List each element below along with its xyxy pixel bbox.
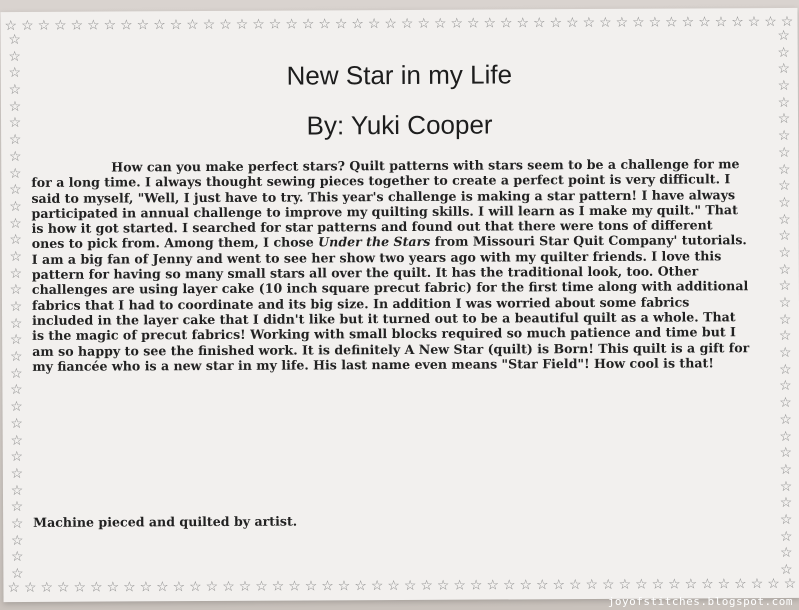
star-icon: ☆ xyxy=(120,17,133,34)
star-icon: ☆ xyxy=(777,111,791,128)
star-icon: ☆ xyxy=(9,182,22,199)
star-icon: ☆ xyxy=(635,576,648,593)
star-icon: ☆ xyxy=(779,361,792,378)
star-icon: ☆ xyxy=(334,16,348,33)
star-icon: ☆ xyxy=(698,14,711,31)
star-icon: ☆ xyxy=(10,549,24,566)
watermark: joyofstitches.blogspot.com xyxy=(607,595,793,608)
star-icon: ☆ xyxy=(40,579,54,596)
star-icon: ☆ xyxy=(56,579,70,596)
star-icon: ☆ xyxy=(235,16,249,33)
star-icon: ☆ xyxy=(779,395,792,412)
star-icon: ☆ xyxy=(367,16,381,33)
star-icon: ☆ xyxy=(10,515,24,532)
star-icon: ☆ xyxy=(777,161,791,178)
star-icon: ☆ xyxy=(778,278,792,295)
star-icon: ☆ xyxy=(668,576,681,593)
artist-statement xyxy=(31,156,749,374)
star-icon: ☆ xyxy=(778,261,792,278)
star-icon: ☆ xyxy=(400,15,414,32)
star-icon: ☆ xyxy=(717,576,731,593)
star-icon: ☆ xyxy=(453,577,466,594)
star-icon: ☆ xyxy=(777,78,791,95)
pattern-name: Under the Stars xyxy=(318,234,431,250)
star-icon: ☆ xyxy=(10,415,23,432)
star-icon: ☆ xyxy=(8,165,22,182)
star-icon: ☆ xyxy=(8,148,22,165)
star-icon: ☆ xyxy=(714,14,728,31)
star-icon: ☆ xyxy=(189,579,202,596)
star-icon: ☆ xyxy=(354,578,367,595)
star-icon: ☆ xyxy=(10,382,23,399)
star-icon: ☆ xyxy=(9,332,23,349)
star-icon: ☆ xyxy=(268,16,282,33)
star-icon: ☆ xyxy=(777,61,791,78)
star-icon: ☆ xyxy=(780,561,793,579)
statement-text-part2: from Missouri Star Quit Company' tutorials. I am a big fan of Jenny and went to see her show two years ago with my quilter friends. I love this pattern for having so many small stars all over the quilt. It has the traditional look, too. Other challenges are using layer cake (10 inch square precut fabric) for the first time along with additional fabrics that I had to coordinate and its big size. In addition I was worried about some fabrics included in the layer cake that I didn't like but it turned out to be a beautiful quilt as a whole. That is the magic of precut fabrics! Working with small blocks required so much patience and time but I am so happy to see the finished work. It is definitely A New Star (quilt) is Born! This quilt is a gift for my fiancée who is a new star in my life. His last name even means "Star Field"! How cool is that! xyxy=(31,232,750,374)
star-icon: ☆ xyxy=(321,578,334,595)
star-icon: ☆ xyxy=(169,17,183,34)
star-border-bottom xyxy=(7,576,796,596)
star-icon: ☆ xyxy=(779,445,793,462)
star-icon: ☆ xyxy=(778,294,792,312)
star-icon: ☆ xyxy=(417,15,431,32)
star-icon: ☆ xyxy=(780,13,794,31)
star-icon: ☆ xyxy=(87,17,100,34)
star-icon: ☆ xyxy=(764,14,777,31)
star-icon: ☆ xyxy=(778,178,791,195)
star-icon: ☆ xyxy=(10,399,23,416)
star-icon: ☆ xyxy=(568,577,582,594)
star-icon: ☆ xyxy=(9,248,23,265)
star-icon: ☆ xyxy=(9,265,23,282)
star-icon: ☆ xyxy=(433,15,447,32)
star-icon: ☆ xyxy=(601,576,615,593)
star-icon: ☆ xyxy=(238,578,252,595)
star-icon: ☆ xyxy=(701,576,714,593)
star-icon: ☆ xyxy=(779,495,793,512)
star-icon: ☆ xyxy=(252,16,265,33)
star-icon: ☆ xyxy=(516,15,530,32)
star-icon: ☆ xyxy=(8,132,22,149)
star-icon: ☆ xyxy=(420,577,433,594)
star-icon: ☆ xyxy=(73,579,87,596)
star-icon: ☆ xyxy=(777,144,791,161)
star-icon: ☆ xyxy=(156,579,169,596)
star-icon: ☆ xyxy=(9,232,22,249)
star-icon: ☆ xyxy=(4,18,18,35)
star-icon: ☆ xyxy=(450,15,464,32)
star-icon: ☆ xyxy=(777,27,790,45)
star-icon: ☆ xyxy=(70,17,84,34)
star-icon: ☆ xyxy=(777,128,791,145)
star-icon: ☆ xyxy=(387,578,400,595)
star-icon: ☆ xyxy=(779,411,792,428)
star-icon: ☆ xyxy=(10,432,24,449)
star-icon: ☆ xyxy=(779,461,793,478)
star-icon: ☆ xyxy=(779,478,793,495)
star-icon: ☆ xyxy=(9,198,22,215)
star-icon: ☆ xyxy=(681,14,695,31)
label-card xyxy=(0,8,799,602)
star-icon: ☆ xyxy=(23,579,37,596)
star-icon: ☆ xyxy=(288,578,301,595)
star-icon: ☆ xyxy=(337,578,351,595)
star-icon: ☆ xyxy=(136,17,150,34)
star-icon: ☆ xyxy=(747,14,761,31)
star-icon: ☆ xyxy=(10,465,24,482)
star-icon: ☆ xyxy=(304,578,318,595)
star-icon: ☆ xyxy=(779,428,793,445)
star-icon: ☆ xyxy=(436,577,450,594)
page-title: New Star in my Life xyxy=(286,59,513,91)
star-icon: ☆ xyxy=(486,577,500,594)
star-icon: ☆ xyxy=(779,545,793,562)
star-icon: ☆ xyxy=(106,579,120,596)
star-icon: ☆ xyxy=(9,215,22,232)
star-icon: ☆ xyxy=(301,16,315,33)
author-line: By: Yuki Cooper xyxy=(306,109,493,141)
star-icon: ☆ xyxy=(483,15,497,32)
star-icon: ☆ xyxy=(370,578,384,595)
star-icon: ☆ xyxy=(779,378,792,395)
star-icon: ☆ xyxy=(535,577,549,594)
star-icon: ☆ xyxy=(778,228,791,245)
star-icon: ☆ xyxy=(10,499,24,516)
star-icon: ☆ xyxy=(403,577,417,594)
star-icon: ☆ xyxy=(139,579,153,596)
star-icon: ☆ xyxy=(9,298,23,316)
star-icon: ☆ xyxy=(11,565,24,583)
star-icon: ☆ xyxy=(285,16,298,33)
star-icon: ☆ xyxy=(778,328,792,345)
star-icon: ☆ xyxy=(9,315,23,332)
statement-text-part1: How can you make perfect stars? Quilt patterns with stars seem to be a challenge for me for a long time. I always thought sewing pieces together to create a perfect point is very difficult. I said to myself, "Well, I just have to try. This year's challenge is making a star pattern! I have always participated in annual challenge to improve my quilting skills. I will learn as I make my quilt." That is how it got started. I searched for star patterns and found out that there were tons of different ones to pick from. Among them, I chose xyxy=(31,156,740,252)
star-icon: ☆ xyxy=(271,578,285,595)
star-icon: ☆ xyxy=(21,17,34,34)
star-icon: ☆ xyxy=(519,577,533,594)
star-icon: ☆ xyxy=(779,511,793,528)
star-icon: ☆ xyxy=(731,14,744,31)
star-icon: ☆ xyxy=(8,31,21,49)
star-icon: ☆ xyxy=(734,576,747,593)
star-icon: ☆ xyxy=(9,282,23,299)
star-icon: ☆ xyxy=(205,578,219,596)
star-icon: ☆ xyxy=(778,311,792,328)
star-icon: ☆ xyxy=(54,17,67,34)
star-icon: ☆ xyxy=(566,15,579,32)
star-icon: ☆ xyxy=(103,17,117,34)
star-icon: ☆ xyxy=(651,576,665,593)
star-icon: ☆ xyxy=(8,82,22,99)
star-icon: ☆ xyxy=(466,15,480,32)
star-icon: ☆ xyxy=(767,576,780,593)
star-icon: ☆ xyxy=(684,576,698,593)
star-icon: ☆ xyxy=(202,16,216,34)
star-icon: ☆ xyxy=(37,17,51,34)
star-icon: ☆ xyxy=(615,14,629,31)
star-icon: ☆ xyxy=(172,579,186,596)
star-icon: ☆ xyxy=(777,44,791,61)
star-icon: ☆ xyxy=(10,482,24,499)
star-icon: ☆ xyxy=(532,15,546,32)
star-icon: ☆ xyxy=(552,577,566,594)
star-icon: ☆ xyxy=(153,17,166,34)
star-icon: ☆ xyxy=(8,65,22,82)
star-icon: ☆ xyxy=(8,98,22,115)
star-icon: ☆ xyxy=(599,14,612,31)
star-icon: ☆ xyxy=(502,577,516,594)
star-icon: ☆ xyxy=(469,577,483,594)
star-icon: ☆ xyxy=(318,16,331,33)
star-icon: ☆ xyxy=(778,345,792,362)
star-icon: ☆ xyxy=(10,365,23,382)
star-icon: ☆ xyxy=(499,15,513,32)
star-icon: ☆ xyxy=(779,528,793,545)
star-icon: ☆ xyxy=(7,579,21,597)
star-icon: ☆ xyxy=(384,16,397,33)
star-icon: ☆ xyxy=(123,579,136,596)
star-icon: ☆ xyxy=(222,578,235,595)
star-icon: ☆ xyxy=(90,579,103,596)
star-icon: ☆ xyxy=(9,349,23,366)
star-icon: ☆ xyxy=(8,115,22,132)
credit-line: Machine pieced and quilted by artist. xyxy=(33,513,298,530)
star-icon: ☆ xyxy=(549,15,563,32)
star-icon: ☆ xyxy=(10,532,24,549)
star-icon: ☆ xyxy=(783,575,797,592)
star-icon: ☆ xyxy=(648,14,662,31)
star-icon: ☆ xyxy=(778,244,792,261)
star-icon: ☆ xyxy=(8,48,22,65)
star-icon: ☆ xyxy=(632,14,645,31)
star-icon: ☆ xyxy=(618,576,632,593)
star-icon: ☆ xyxy=(351,16,364,33)
star-icon: ☆ xyxy=(778,211,791,228)
star-icon: ☆ xyxy=(778,194,791,211)
star-icon: ☆ xyxy=(665,14,678,31)
star-icon: ☆ xyxy=(750,576,764,593)
star-icon: ☆ xyxy=(777,94,791,111)
star-icon: ☆ xyxy=(219,16,232,33)
star-border-top xyxy=(4,14,793,34)
star-icon: ☆ xyxy=(186,17,199,34)
star-icon: ☆ xyxy=(255,578,268,595)
star-icon: ☆ xyxy=(585,576,599,594)
star-icon: ☆ xyxy=(582,14,596,32)
star-icon: ☆ xyxy=(10,449,24,466)
